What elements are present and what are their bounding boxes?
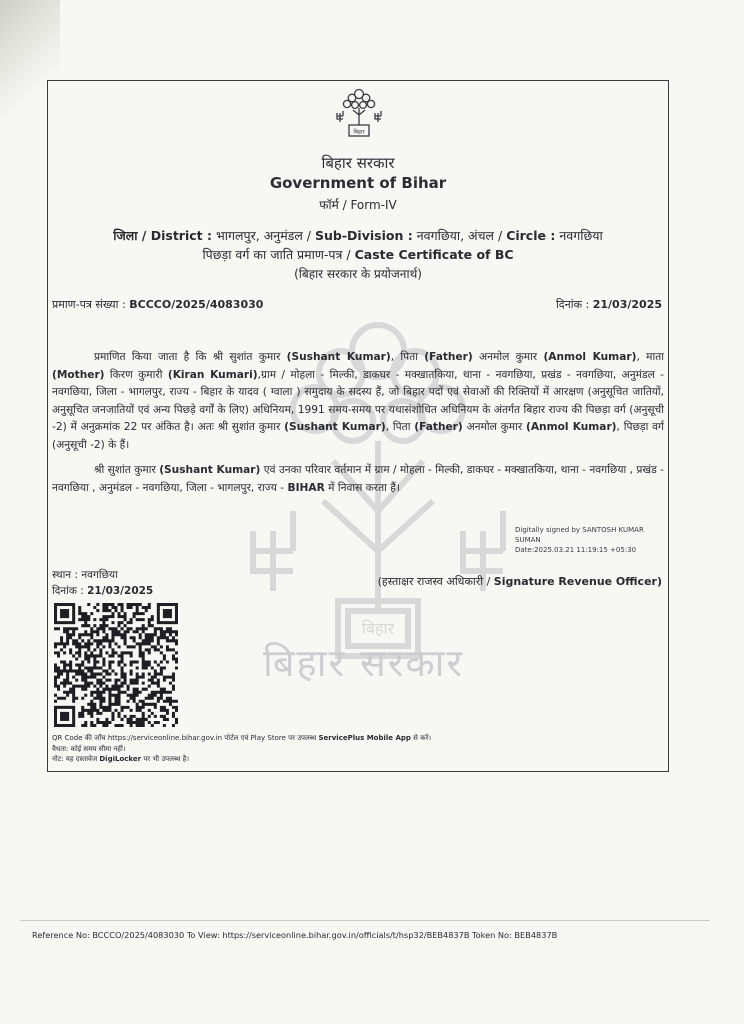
text-run: एवं उनका परिवार वर्तमान में ग्राम / मोहला - मिल्की, डाकघर - मक्खातकिया, थाना - नवगछिया , प्रखंड - नवगछिया , अनुमंडल - नवगछिया, जिला - भागलपुर, राज्य - <box>52 464 665 494</box>
form-number: फॉर्म / Form-IV <box>319 198 397 212</box>
text-run: QR Code की जाँच https://serviceonline.bihar.gov.in पोर्टल एवं Play Store पर उपलब्ध <box>52 734 319 742</box>
text-run: , माता <box>636 351 664 363</box>
text-run: ServicePlus Mobile App <box>318 734 411 742</box>
circle-value: नवगछिया <box>559 228 603 243</box>
text-run: , पिछड़ा वर्ग (अनुसूची -2) के हैं। <box>52 421 664 451</box>
qr-finder-pattern <box>54 603 75 624</box>
subdivision-label: Sub-Division : <box>315 228 413 243</box>
certificate-type-english: Caste Certificate of BC <box>354 247 514 262</box>
text-run: (Father) <box>414 421 463 433</box>
text-run: DigiLocker <box>99 755 142 763</box>
text-run: (Anmol Kumar) <box>543 351 637 363</box>
validity-note: वैधता: कोई समय सीमा नहीं। <box>52 744 126 753</box>
district-value: भागलपुर, <box>215 228 260 243</box>
text-run: (Anmol Kumar) <box>526 421 617 433</box>
qr-code[interactable] <box>54 603 178 727</box>
certificate-date-label: दिनांक : <box>555 298 590 311</box>
text-run: पर भी उपलब्ध है। <box>141 755 189 763</box>
bihar-emblem-icon <box>331 87 387 139</box>
signature-officer-english: Signature Revenue Officer) <box>493 575 662 588</box>
qr-verification-note <box>52 733 431 744</box>
text-run: (Father) <box>424 351 473 363</box>
footer-divider <box>20 920 710 921</box>
digital-signature-date: Date:2025.03.21 11:19:15 +05:30 <box>515 546 637 554</box>
signature-revenue-officer <box>378 574 662 589</box>
certificate-number-value: BCCCO/2025/4083030 <box>129 298 264 311</box>
subdivision-value: नवगछिया, अंचल / <box>416 228 503 243</box>
certification-paragraph <box>52 349 664 454</box>
signature-officer-hindi: (हस्ताक्षर राजस्व अधिकारी / <box>377 575 491 588</box>
text-run: (Sushant Kumar) <box>159 464 261 476</box>
certificate-frame <box>47 80 669 772</box>
title-english: Government of Bihar <box>269 174 447 192</box>
text-run: किरण कुमारी <box>104 368 168 381</box>
district-line <box>48 227 668 244</box>
certificate-type-hindi: पिछड़ा वर्ग का जाति प्रमाण-पत्र / <box>202 247 351 262</box>
text-run: (Kiran Kumari) <box>167 368 258 381</box>
text-run: श्री सुशांत कुमार <box>94 464 160 476</box>
issue-date <box>52 583 153 599</box>
text-run: , पिता <box>390 351 425 363</box>
digital-signature <box>515 525 668 555</box>
text-run: से करें। <box>410 734 432 742</box>
footer-reference: Reference No: BCCCO/2025/4083030 To View: https://serviceonline.bihar.gov.in/officials/t/hsp32/BEB4837B Token No: BEB4837B <box>32 930 558 940</box>
text-run: अनमोल कुमार <box>472 351 544 363</box>
notes <box>52 733 431 765</box>
circle-label: Circle : <box>506 228 556 243</box>
certificate-purpose: (बिहार सरकार के प्रयोजनार्थ) <box>294 267 422 281</box>
emblem-label: बिहार <box>353 129 365 136</box>
digital-signature-signer: Digitally signed by SANTOSH KUMAR SUMAN <box>515 526 644 544</box>
text-run: , पिता <box>385 421 415 433</box>
issue-date-value: 21/03/2025 <box>87 585 154 597</box>
certificate-type <box>48 246 668 263</box>
text-run: अनमोल कुमार <box>462 421 527 433</box>
watermark-emblem-label: बिहार <box>361 619 395 638</box>
certificate-date <box>556 297 662 312</box>
certificate-number <box>52 297 263 312</box>
text-run: नोट: यह दस्तावेज <box>52 755 100 763</box>
watermark-text: बिहार सरकार <box>263 641 464 685</box>
title-hindi: बिहार सरकार <box>321 154 395 172</box>
place-label: स्थान : <box>52 569 79 581</box>
subdivision-label-hindi: अनुमंडल / <box>263 228 312 243</box>
issue-date-label: दिनांक : <box>52 585 84 597</box>
text-run: BIHAR <box>287 481 325 494</box>
place-and-date <box>52 567 153 599</box>
place <box>52 567 153 583</box>
text-run: (Mother) <box>52 368 105 381</box>
qr-finder-pattern <box>54 706 75 727</box>
digilocker-note <box>52 754 431 765</box>
text-run: में निवास करता हैं। <box>324 481 400 494</box>
qr-finder-pattern <box>157 603 178 624</box>
district-label: जिला / District : <box>113 228 212 243</box>
text-run: (Sushant Kumar) <box>284 421 386 433</box>
text-run: ,ग्राम / मोहला - मिल्की, डाकघर - मक्खातकिया, थाना - नवगछिया, प्रखंड - नवगछिया, अनुमंडल - नवगछिया, जिला - भागलपुर, राज्य - बिहार के यादव ( ग्वाला ) समुदाय के सदस्य हैं, जो बिहार पदों एवं सेवाओं की रिक्तियों में आरक्षण (अनुसूचित जातियों, अनुसूचित जनजातियों एवं अन्य पिछड़े वर्गों के लिए) अधिनियम, 1991 समय-समय पर यथासंशोधित अधिनियम के अंतर्गत बिहार राज्य की पिछड़ा वर्ग (अनुसूची -2) में अनुक्रमांक 22 पर अंकित है। अतः श्री सुशांत कुमार <box>52 368 664 433</box>
residence-paragraph <box>52 462 664 497</box>
certificate-date-value: 21/03/2025 <box>592 298 662 311</box>
place-value: नवगछिया <box>81 569 118 581</box>
text-run: (Sushant Kumar) <box>286 351 391 363</box>
certificate-number-label: प्रमाण-पत्र संख्या : <box>52 298 126 311</box>
text-run: प्रमाणित किया जाता है कि श्री सुशांत कुमार <box>94 351 287 363</box>
